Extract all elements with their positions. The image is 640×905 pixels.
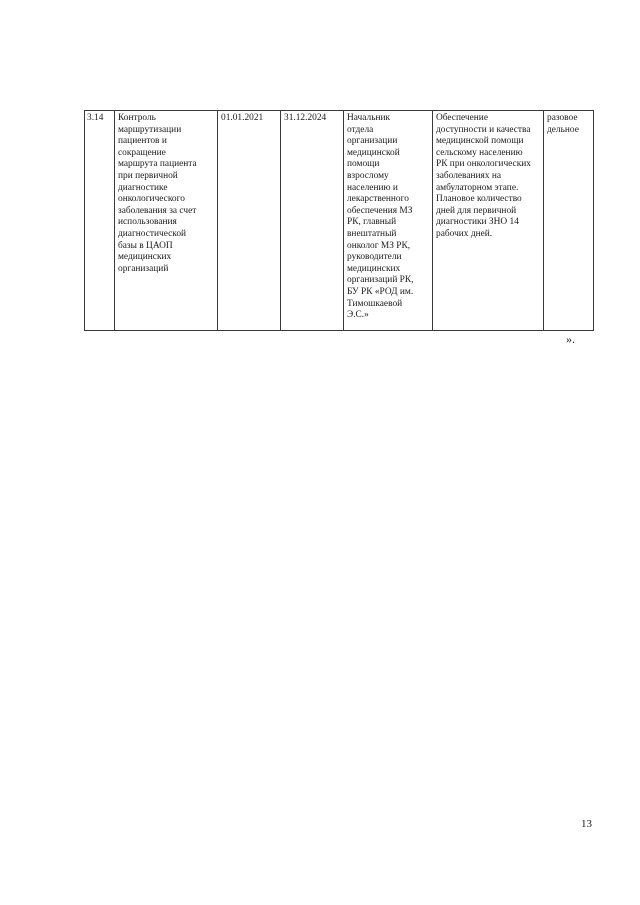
page-number: 13 [581, 818, 592, 830]
expected-result-text: Обеспечение доступности и качества медицинской помощи сельскому населению РК при онкологических заболеваниях на амбулаторном этапе. Плановое количество дней для первичной диагностики ЗНО 14 рабочих дней. [436, 113, 531, 239]
measures-table [84, 110, 594, 331]
closing-quote: ». [566, 332, 575, 346]
frequency-text: разовое дельное [547, 113, 579, 135]
responsible-text: Начальник отдела организации медицинской помощи взрослому населению и лекарственного обеспечения МЗ РК, главный внештатный онколог МЗ РК, руководители медицинских организаций РК, БУ РК «РОД им. Тимошкаевой Э.С.» [347, 113, 414, 321]
measure-name: Контроль маршрутизации пациентов и сокращение маршрута пациента при первичной диагностике онкологического заболевания за счет использования диагностической базы в ЦАОП медицинских организаций [118, 113, 197, 274]
table-row [85, 111, 594, 331]
frequency-cell [544, 111, 594, 331]
start-date: 01.01.2021 [221, 113, 264, 123]
responsible-cell [344, 111, 433, 331]
measure-name-cell [115, 111, 218, 331]
row-number-cell [85, 111, 115, 331]
expected-result-cell [433, 111, 544, 331]
end-date-cell [281, 111, 344, 331]
row-number: 3.14 [87, 113, 104, 123]
start-date-cell [218, 111, 281, 331]
end-date: 31.12.2024 [284, 113, 327, 123]
